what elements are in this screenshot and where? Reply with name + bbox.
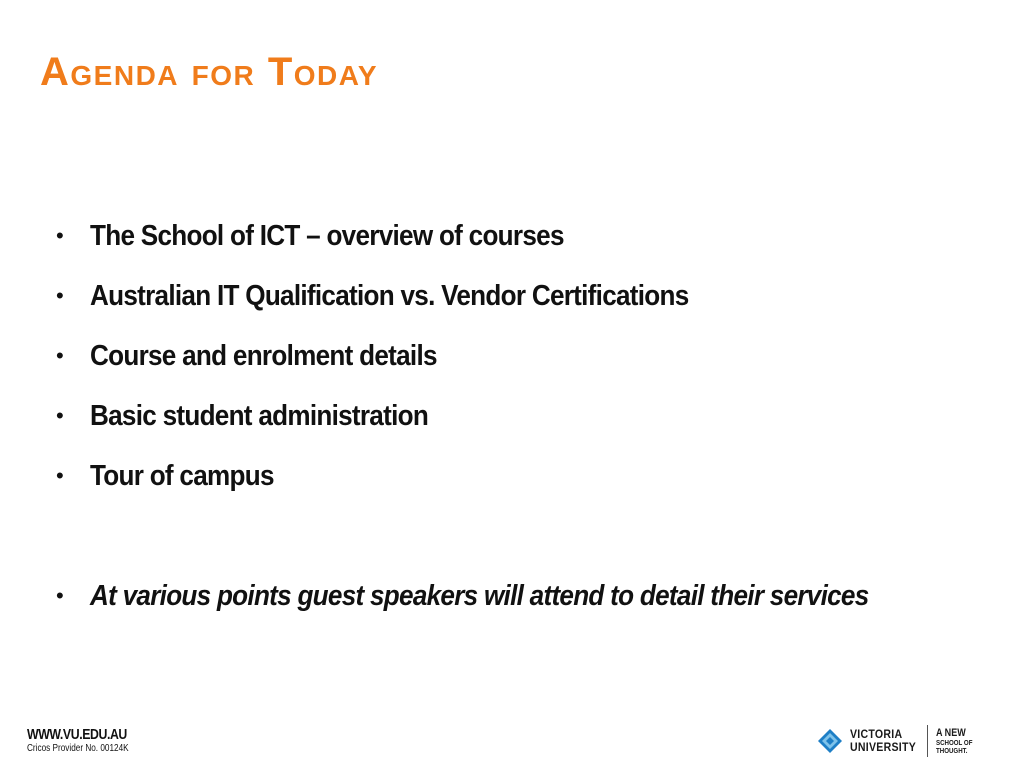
agenda-item-text: Basic student administration <box>90 400 429 432</box>
bullet-icon: • <box>56 283 63 308</box>
logo-name-line: VICTORIA <box>850 727 903 741</box>
diamond-logo-icon <box>818 729 842 753</box>
tagline-line: SCHOOL OF <box>936 737 973 747</box>
university-logo <box>818 724 980 758</box>
agenda-item-text: Course and enrolment details <box>90 340 437 372</box>
bullet-icon: • <box>56 223 63 248</box>
logo-name-line: UNIVERSITY <box>850 740 917 754</box>
logo-tagline <box>936 728 972 755</box>
tagline-line: THOUGHT. <box>936 745 968 755</box>
logo-name <box>850 728 916 754</box>
agenda-item-text: Australian IT Qualification vs. Vendor Certifications <box>90 280 689 312</box>
footer-cricos: Cricos Provider No. 00124K <box>27 743 129 754</box>
list-spacer <box>56 506 956 566</box>
agenda-item <box>56 326 956 386</box>
bullet-icon: • <box>56 463 63 488</box>
agenda-note-text: At various points guest speakers will attend to detail their services <box>90 580 869 612</box>
tagline-line: A NEW <box>936 726 966 739</box>
slide-title: Agenda for Today <box>40 50 379 94</box>
bullet-icon: • <box>56 403 63 428</box>
agenda-item-text: Tour of campus <box>90 460 274 492</box>
agenda-item <box>56 206 956 266</box>
agenda-item-text: The School of ICT – overview of courses <box>90 220 564 252</box>
footer-url: WWW.VU.EDU.AU <box>27 726 127 743</box>
agenda-item <box>56 266 956 326</box>
bullet-icon: • <box>56 583 63 608</box>
agenda-note <box>56 566 956 626</box>
agenda-list <box>56 206 956 626</box>
agenda-item <box>56 446 956 506</box>
agenda-item <box>56 386 956 446</box>
bullet-icon: • <box>56 343 63 368</box>
logo-divider <box>927 725 928 757</box>
footer <box>27 726 151 755</box>
